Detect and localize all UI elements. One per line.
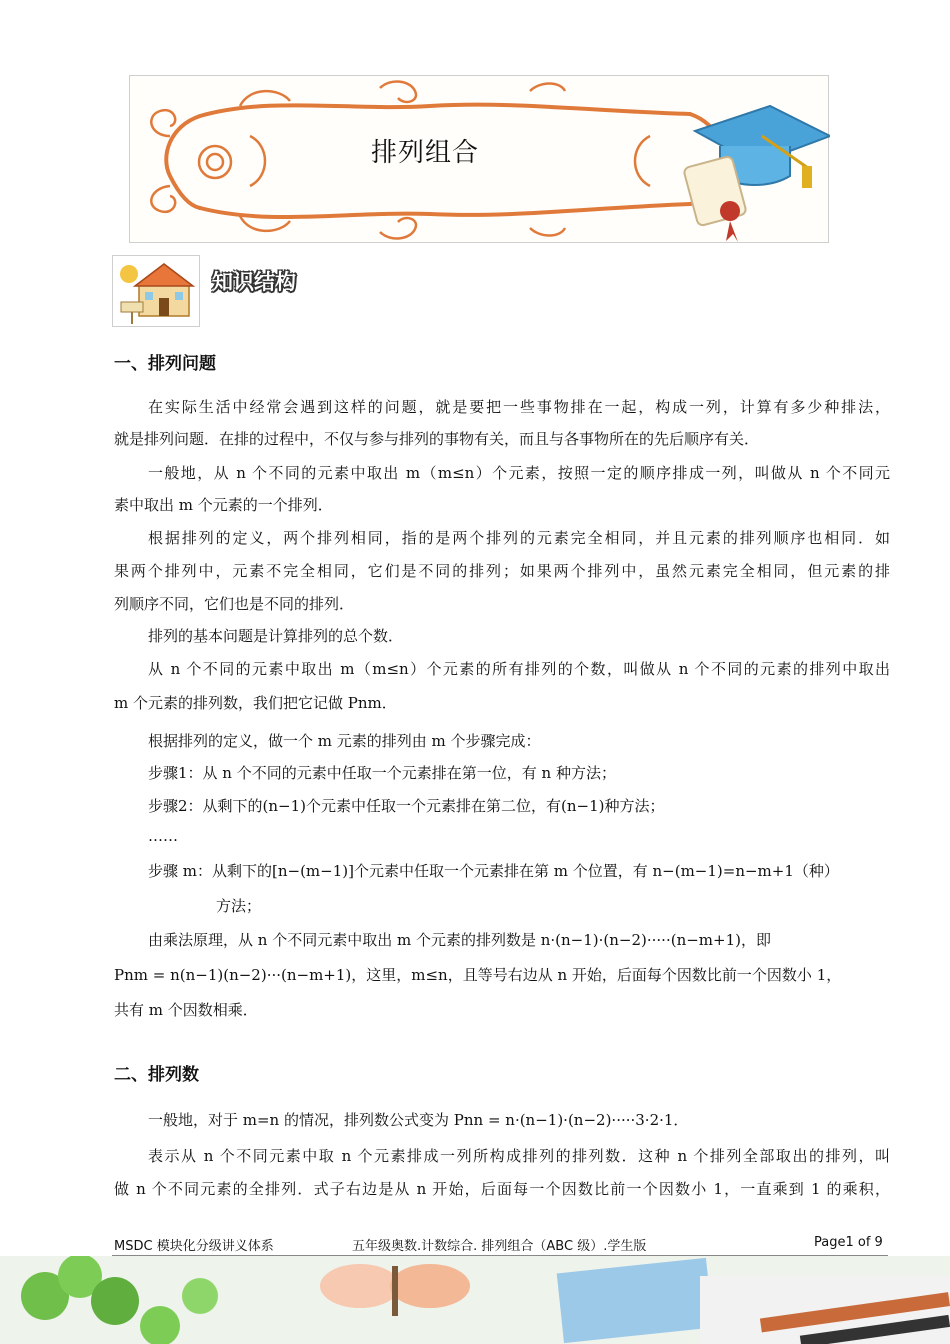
paragraph-line: 由乘法原理，从 n 个不同元素中取出 m 个元素的排列数是 n·(n−1)·(n−2)·····(n−m+1)，即 xyxy=(148,931,771,949)
footer-decoration-graphic xyxy=(0,1256,950,1344)
paragraph-line: 做 n 个不同元素的全排列．式子右边是从 n 开始，后面每一个因数比前一个因数小 1，一直乘到 1 的乘积， xyxy=(114,1180,890,1198)
knowledge-structure-heading: 知识结构 xyxy=(212,270,296,294)
section-heading: 二、排列数 xyxy=(114,1065,199,1085)
paragraph-line: 在实际生活中经常会遇到这样的问题，就是要把一些事物排在一起，构成一列，计算有多少种排法， xyxy=(148,398,890,416)
paragraph-line: 一般地，对于 m=n 的情况，排列数公式变为 Pnn = n·(n−1)·(n−2)·····3·2·1． xyxy=(148,1111,689,1129)
title-banner xyxy=(129,75,829,243)
step-line: 步骤2：从剩下的(n−1)个元素中任取一个元素排在第二位，有(n−1)种方法； xyxy=(148,797,665,815)
step-line: 方法； xyxy=(216,897,262,915)
paragraph-line: 共有 m 个因数相乘． xyxy=(114,1001,258,1019)
paragraph-line: 根据排列的定义，两个排列相同，指的是两个排列的元素完全相同，并且元素的排列顺序也相同．如 xyxy=(148,529,890,547)
paragraph-line: Pnm = n(n−1)(n−2)···(n−m+1)，这里，m≤n，且等号右边从 n 开始，后面每个因数比前一个因数小 1， xyxy=(114,966,842,984)
footer-left: MSDC 模块化分级讲义体系 xyxy=(114,1239,274,1254)
school-house-icon xyxy=(112,255,200,327)
paragraph-line: 根据排列的定义，做一个 m 元素的排列由 m 个步骤完成： xyxy=(148,732,541,750)
paragraph-line: m 个元素的排列数，我们把它记做 Pnm． xyxy=(114,694,397,712)
page-title: 排列组合 xyxy=(370,138,479,168)
step-line: 步骤 m：从剩下的[n−(m−1)]个元素中任取一个元素排在第 m 个位置，有 n−(m−1)=n−m+1（种） xyxy=(148,862,839,880)
paragraph-line: 表示从 n 个不同元素中取 n 个元素排成一列所构成排列的排列数．这种 n 个排列全部取出的排列，叫 xyxy=(148,1147,890,1165)
paragraph-line: 排列的基本问题是计算排列的总个数． xyxy=(148,627,404,645)
ellipsis-line: …… xyxy=(148,827,178,845)
step-line: 步骤1：从 n 个不同的元素中任取一个元素排在第一位，有 n 种方法； xyxy=(148,764,616,782)
paragraph-line: 素中取出 m 个元素的一个排列． xyxy=(114,496,333,514)
paragraph-line: 一般地，从 n 个不同的元素中取出 m（m≤n）个元素，按照一定的顺序排成一列，叫做从 n 个不同元 xyxy=(148,464,890,482)
footer-center: 五年级奥数.计数综合. 排列组合（ABC 级）.学生版 xyxy=(352,1239,647,1254)
paragraph-line: 从 n 个不同的元素中取出 m（m≤n）个元素的所有排列的个数，叫做从 n 个不同的元素的排列中取出 xyxy=(148,660,890,678)
paragraph-line: 就是排列问题．在排的过程中，不仅与参与排列的事物有关，而且与各事物所在的先后顺序有关． xyxy=(114,430,760,448)
paragraph-line: 果两个排列中，元素不完全相同，它们是不同的排列；如果两个排列中，虽然元素完全相同，但元素的排 xyxy=(114,562,890,580)
section-heading: 一、排列问题 xyxy=(114,354,216,374)
paragraph-line: 列顺序不同，它们也是不同的排列． xyxy=(114,595,355,613)
footer-page-number: Page1 of 9 xyxy=(814,1235,883,1250)
